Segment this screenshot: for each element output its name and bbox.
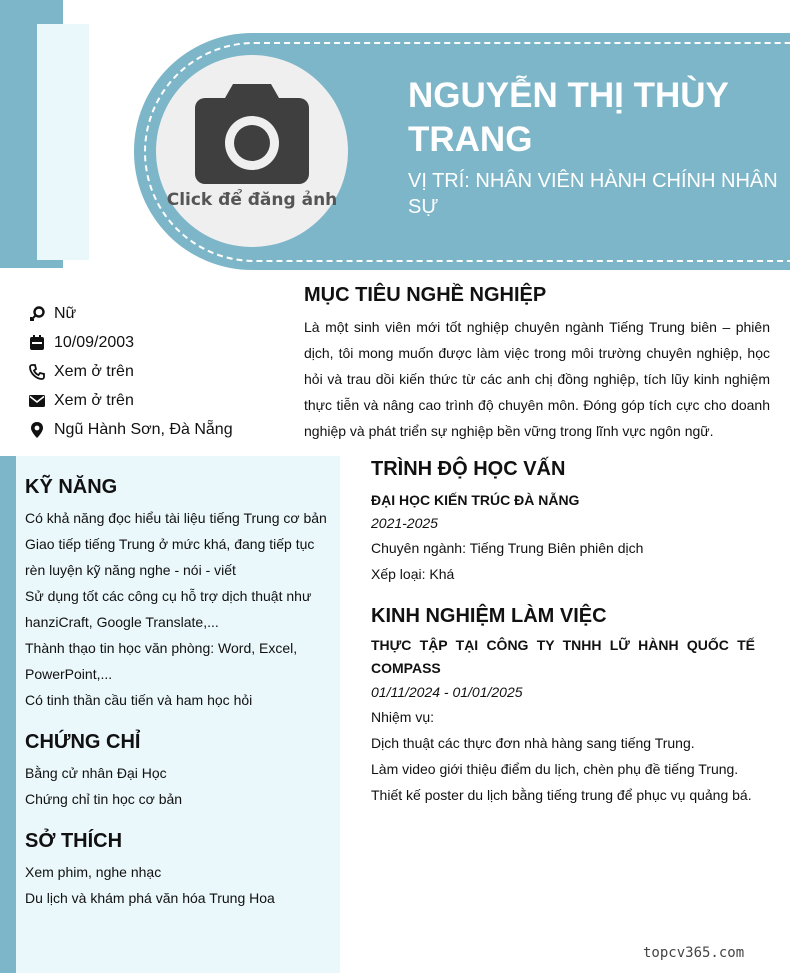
certificate-item: Bằng cử nhân Đại Học — [25, 765, 167, 781]
contact-address — [28, 415, 288, 444]
footer-watermark: topcv365.com — [643, 945, 745, 961]
phone-icon — [28, 363, 46, 381]
job-position: VỊ TRÍ: NHÂN VIÊN HÀNH CHÍNH NHÂN SỰ — [408, 170, 778, 218]
contact-info — [28, 299, 288, 444]
contact-email — [28, 386, 288, 415]
contact-gender — [28, 299, 288, 328]
certificate-item: Chứng chỉ tin học cơ bản — [25, 791, 183, 807]
hobbies-section — [25, 830, 335, 911]
left-column-band — [0, 456, 16, 973]
photo-upload-caption[interactable]: Click để đăng ảnh — [166, 190, 338, 210]
header-light-card — [37, 24, 89, 260]
certificates-section — [25, 731, 335, 812]
hobby-item: Du lịch và khám phá văn hóa Trung Hoa — [25, 890, 275, 906]
calendar-icon — [28, 334, 46, 352]
experience-period: 01/11/2024 - 01/01/2025 — [371, 684, 523, 700]
camera-icon[interactable] — [195, 84, 309, 184]
skill-item: Có khả năng đọc hiểu tài liệu tiếng Trung cơ bản — [25, 510, 327, 526]
hobby-item: Xem phim, nghe nhạc — [25, 864, 162, 880]
contact-birthday — [28, 328, 288, 357]
skill-item: Sử dụng tốt các công cụ hỗ trợ dịch thuật như hanziCraft, Google Translate,... — [25, 588, 312, 630]
contact-phone-text: Xem ở trên — [54, 362, 134, 380]
objective-text: Là một sinh viên mới tốt nghiệp chuyên ngành Tiếng Trung biên – phiên dịch, tôi mong muốn được làm việc trong môi trường chuyên nghiệp, học hỏi và trau dồi kiến thức từ các anh chị đồng nghiệp, tích lũy kinh nghiệm thực tiễn và nâng cao trình độ chuyên môn. Đóng góp tích cực cho doanh nghiệp và phát triển sự nghiệp bền vững trong lĩnh vực ngôn ngữ. — [304, 319, 770, 439]
gender-icon — [28, 305, 46, 323]
experience-duty: Dịch thuật các thực đơn nhà hàng sang tiếng Trung. — [371, 735, 695, 751]
location-icon — [28, 421, 46, 439]
experience-duties-label: Nhiệm vụ: — [371, 709, 435, 725]
education-school: ĐẠI HỌC KIẾN TRÚC ĐÀ NẴNG — [371, 492, 580, 508]
email-icon — [28, 392, 46, 410]
skill-item: Giao tiếp tiếng Trung ở mức khá, đang tiếp tục rèn luyện kỹ năng nghe - nói - viết — [25, 536, 315, 578]
experience-company: THỰC TẬP TẠI CÔNG TY TNHH LỮ HÀNH QUỐC TẾ COMPASS — [371, 637, 755, 676]
experience-section — [371, 605, 755, 808]
contact-birthday-text: 10/09/2003 — [54, 333, 135, 351]
objective-title: MỤC TIÊU NGHỀ NGHIỆP — [304, 284, 547, 306]
experience-title: KINH NGHIỆM LÀM VIỆC — [371, 605, 607, 627]
contact-address-text: Ngũ Hành Sơn, Đà Nẵng — [54, 420, 233, 438]
hobbies-title: SỞ THÍCH — [25, 830, 123, 852]
experience-duty: Làm video giới thiệu điểm du lịch, chèn phụ đề tiếng Trung. — [371, 761, 739, 777]
education-section — [371, 458, 755, 587]
education-period: 2021-2025 — [371, 515, 438, 531]
contact-gender-text: Nữ — [54, 304, 77, 322]
contact-phone — [28, 357, 288, 386]
experience-duty: Thiết kế poster du lịch bằng tiếng trung để phục vụ quảng bá. — [371, 787, 752, 803]
certificates-title: CHỨNG CHỈ — [25, 731, 141, 753]
skill-item: Có tinh thần cầu tiến và ham học hỏi — [25, 692, 253, 708]
education-grade: Xếp loại: Khá — [371, 566, 455, 582]
education-major: Chuyên ngành: Tiếng Trung Biên phiên dịch — [371, 540, 644, 556]
skills-title: KỸ NĂNG — [25, 476, 118, 498]
skills-section — [25, 476, 335, 713]
skill-item: Thành thạo tin học văn phòng: Word, Excel, PowerPoint,... — [25, 640, 298, 682]
contact-email-text: Xem ở trên — [54, 391, 134, 409]
education-title: TRÌNH ĐỘ HỌC VẤN — [371, 458, 566, 480]
candidate-name: NGUYỄN THỊ THÙY TRANG — [408, 76, 729, 159]
